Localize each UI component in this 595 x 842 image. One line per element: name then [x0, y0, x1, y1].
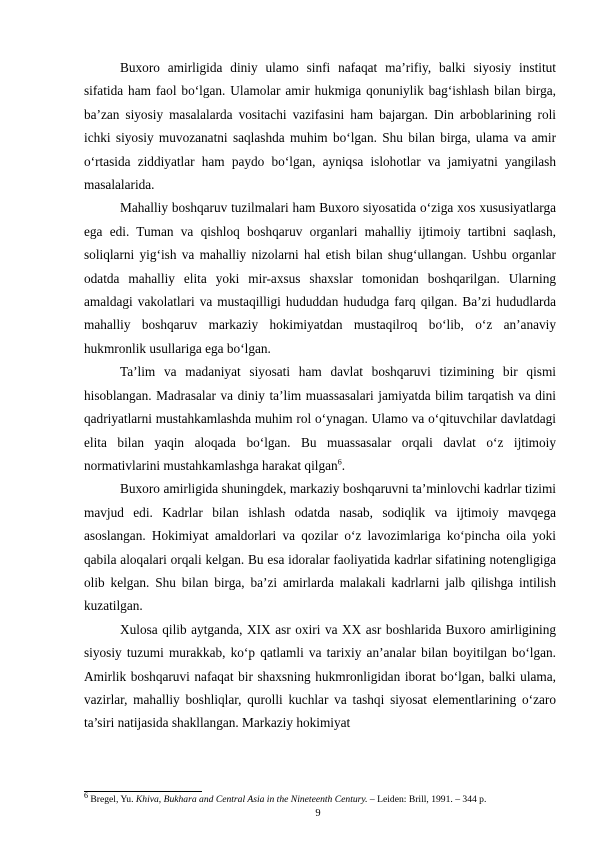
footnote-divider [84, 791, 202, 792]
main-text [84, 56, 556, 735]
footnote-number: 6 [84, 790, 88, 800]
footnote-reference[interactable]: 6 [337, 457, 342, 467]
page-number: 9 [315, 808, 321, 819]
footnote [84, 790, 556, 806]
footnote-publication: – Leiden: Brill, 1991. – 344 p. [367, 794, 487, 805]
paragraph-1: Buxoro amirligida diniy ulamo sinfi nafaqat ma’rifiy, balki siyosiy institut sifatida ham faol bo‘lgan. Ulamolar amir hukmiga qonuniylik bag‘ishlash bilan birga, ba’zan siyosiy masalalarda vositachi vazifasini ham bajargan. Din arboblarining roli ichki siyosiy muvozanatni saqlashda muhim bo‘lgan. Shu bilan birga, ulama va amir o‘rtasida ziddiyatlar ham paydo bo‘lgan, ayniqsa islohotlar va jamiyatni yangilash masalalarida. [84, 60, 556, 193]
footnote-title: Khiva, Bukhara and Central Asia in the Nineteenth Century. [135, 794, 368, 805]
paragraph-3-text: Ta’lim va madaniyat siyosati ham davlat boshqaruvi tizimining bir qismi hisoblangan. Madrasalar va diniy ta’lim muassasalari jamiyatda bilim tarqatish va dini qadriyatlarni mustahkamlashda muhim rol o‘ynagan. Ulamo va o‘qituvchilar davlatdagi elita bilan yaqin aloqada bo‘lgan. Bu muassasalar orqali davlat o‘z ijtimoiy normativlarini mustahkamlashga harakat qilgan [84, 364, 556, 473]
paragraph-4: Buxoro amirligida shuningdek, markaziy boshqaruvni ta’minlovchi kadrlar tizimi mavjud edi. Kadrlar bilan ishlash odatda nasab, sodiqlik va ijtimoiy mavqega asoslangan. Hokimiyat amaldorlari va qozilar o‘z lavozimlariga ko‘pincha oila yoki qabila aloqalari orqali kelgan. Bu esa idoralar faoliyatida kadrlar sifatining notengligiga olib kelgan. Shu bilan birga, ba’zi amirlarda malakali kadrlarni jalb qilishga intilish kuzatilgan. [84, 481, 556, 614]
paragraph-3 [84, 360, 556, 477]
paragraph-3-tail: . [341, 457, 346, 473]
paragraph-5: Xulosa qilib aytganda, XIX asr oxiri va XX asr boshlarida Buxoro amirligining siyosiy tuzumi murakkab, ko‘p qatlamli va tarixiy an’analar bilan boyitilgan bo‘lgan. Amirlik boshqaruvi nafaqat bir shaxsning hukmronligidan iborat bo‘lgan, balki ulama, vazirlar, mahalliy boshliqlar, qurolli kuchlar va tashqi siyosat elementlarining o‘zaro ta’siri natijasida shakllangan. Markaziy hokimiyat [84, 621, 556, 731]
paragraph-2: Mahalliy boshqaruv tuzilmalari ham Buxoro siyosatida o‘ziga xos xususiyatlarga ega edi. Tuman va qishloq boshqaruv organlari mahalliy ijtimoiy tartibni saqlash, soliqlarni yig‘ish va mahalliy nizolarni hal etish bilan shug‘ullangan. Ushbu organlar odatda mahalliy elita yoki mir-axsus shaxslar tomonidan boshqarilgan. Ularning amaldagi vakolatlari va mustaqilligi hududdan hududga farq qilgan. Ba’zi hududlarda mahalliy boshqaruv markaziy hokimiyatdan mustaqilroq bo‘lib, o‘z an’anaviy hukmronlik usullariga ega bo‘lgan. [84, 200, 556, 356]
footnote-author: Bregel, Yu. [88, 794, 136, 805]
